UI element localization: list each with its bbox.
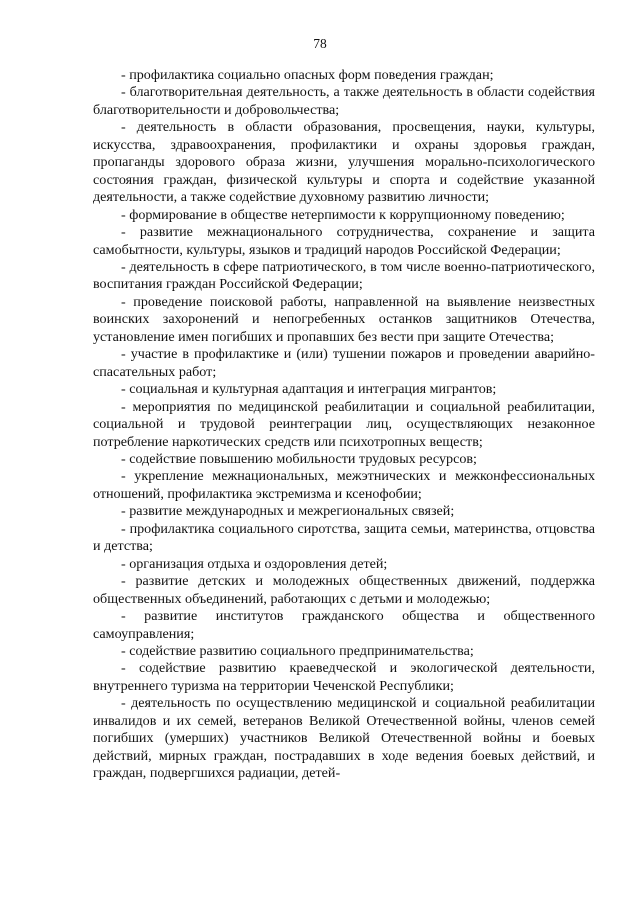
list-item: - участие в профилактике и (или) тушении пожаров и проведении аварийно-спасательных работ;	[93, 346, 595, 380]
list-item: - профилактика социального сиротства, защита семьи, материнства, отцовства и детства;	[93, 520, 595, 555]
list-item: - развитие детских и молодежных общественных движений, поддержка общественных объединений, работающих с детьми и молодежью;	[93, 573, 595, 607]
list-item: - мероприятия по медицинской реабилитации и социальной реабилитации, социальной и трудовой реинтеграции лиц, осуществляющих незаконное потребление наркотических средств или психотропных веществ;	[93, 398, 595, 450]
list-item: - укрепление межнациональных, межэтнических и межконфессиональных отношений, профилактика экстремизма и ксенофобии;	[93, 468, 595, 502]
list-item: - формирование в обществе нетерпимости к коррупционному поведению;	[121, 206, 565, 223]
list-item: - развитие институтов гражданского общества и общественного самоуправления;	[93, 608, 595, 642]
list-item: - профилактика социально опасных форм поведения граждан;	[121, 67, 494, 83]
list-item: - содействие развитию краеведческой и экологической деятельности, внутреннего туризма на территории Чеченской Республики;	[93, 660, 595, 694]
list-item: - социальная и культурная адаптация и интеграция мигрантов;	[121, 381, 497, 398]
list-item: - проведение поисковой работы, направленной на выявление неизвестных воинских захоронений и непогребенных останков защитников Отечества, установление имен погибших и пропавших без вести при защите Отечества;	[93, 293, 595, 345]
document-body	[93, 67, 595, 783]
list-item: - деятельность в области образования, просвещения, науки, культуры, искусства, здравоохранения, профилактики и охраны здоровья граждан, пропаганды здорового образа жизни, улучшения морально-психологического состояния граждан, физической культуры и спорта и содействие указанной деятельности, а также содействие духовному развитию личности;	[93, 119, 595, 206]
list-item: - благотворительная деятельность, а также деятельность в области содействия благотворительности и добровольчества;	[93, 84, 595, 118]
list-item: - развитие международных и межрегиональных связей;	[121, 503, 455, 520]
list-item: - содействие развитию социального предпринимательства;	[121, 642, 474, 659]
list-item: - деятельность в сфере патриотического, в том числе военно-патриотического, воспитания граждан Российской Федерации;	[93, 258, 595, 293]
list-item: - деятельность по осуществлению медицинской и социальной реабилитации инвалидов и их семей, ветеранов Великой Отечественной войны, членов семей погибших (умерших) участников Великой Отечественной войны и боевых действий, мирных граждан, пострадавших в ходе ведения боевых действий, и граждан, подвергшихся радиации, детей-	[93, 695, 595, 782]
list-item: - развитие межнационального сотрудничества, сохранение и защита самобытности, культуры, языков и традиций народов Российской Федерации;	[93, 224, 595, 258]
page-number: 78	[313, 36, 327, 51]
list-item: - содействие повышению мобильности трудовых ресурсов;	[121, 450, 477, 467]
list-item: - организация отдыха и оздоровления детей;	[121, 555, 388, 572]
